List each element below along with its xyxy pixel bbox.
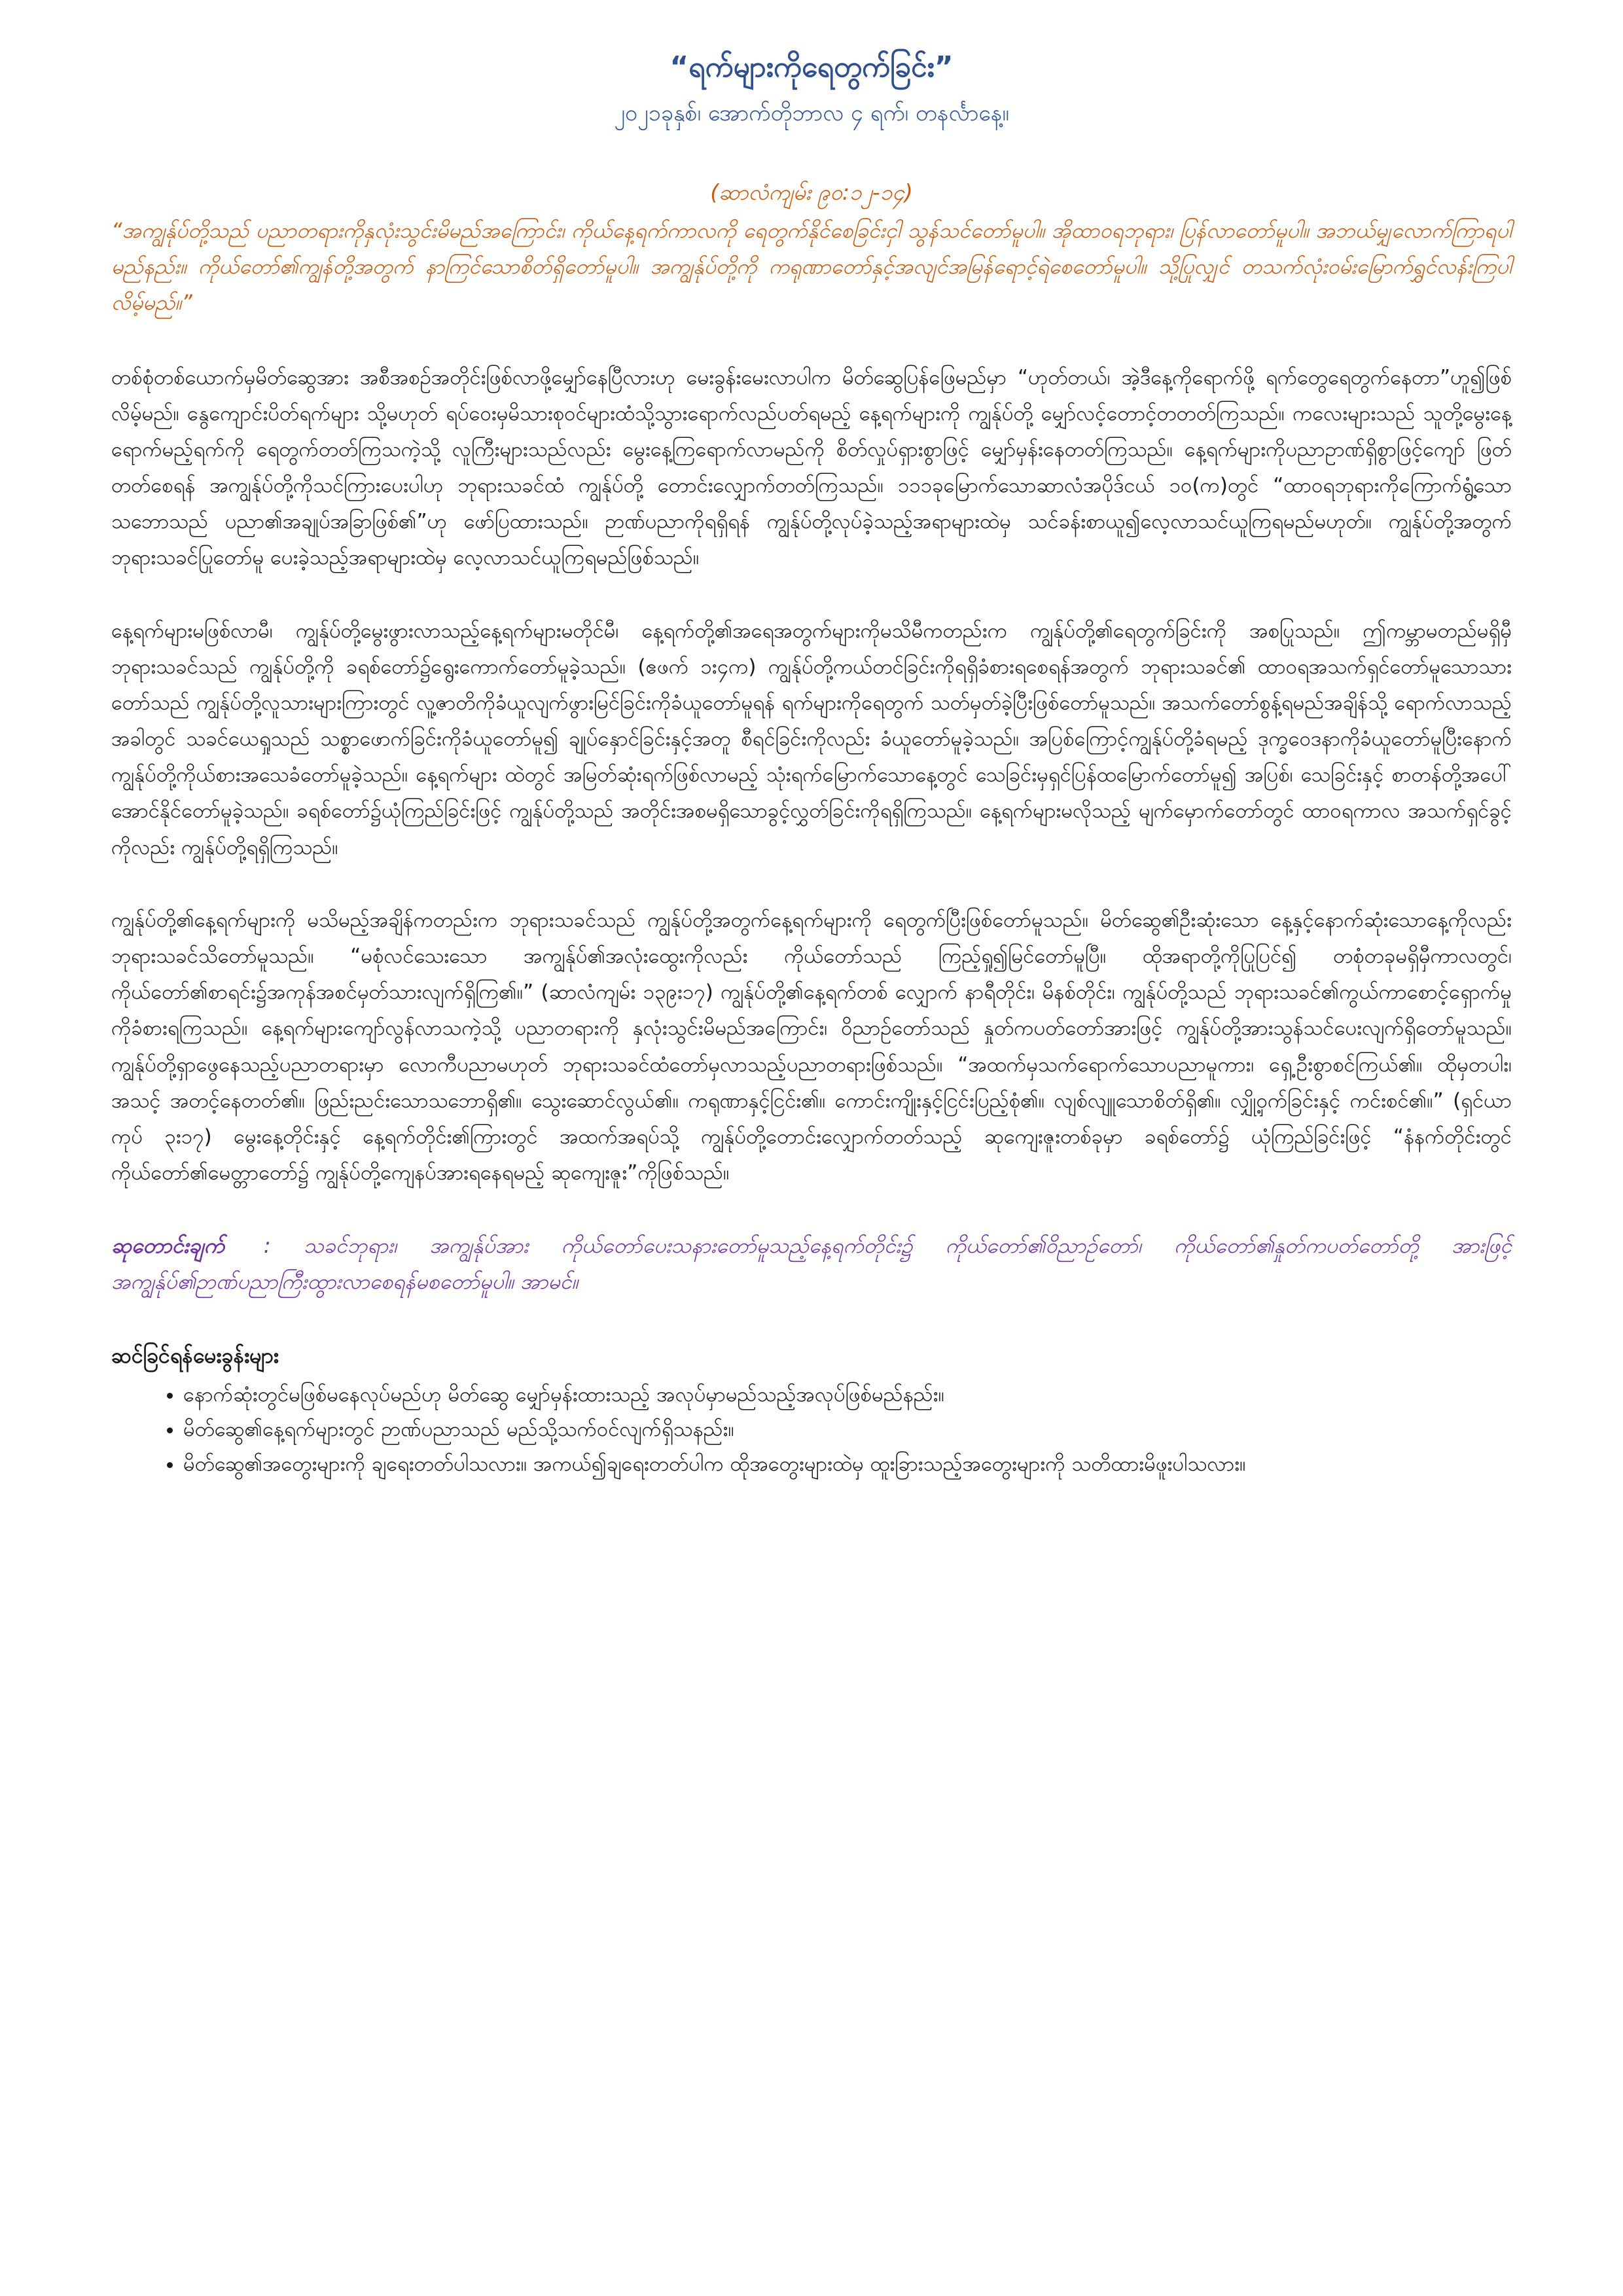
prayer-text: : သခင်ဘုရား၊ အကျွန်ုပ်အား ကိုယ်တော်ပေးသနားတော်မူသည့်နေ့ရက်တိုင်း၌ ကိုယ်တော်၏ဝိညာဉ်တော်၊ ကိုယ်တော်၏နှုတ်ကပတ်တော်တို့ အားဖြင့် အကျွန်ုပ်၏ဉာဏ်ပညာကြီးထွားလာစေရန်မစတော်မူပါ။ အာမင်။ xyxy=(111,1233,1512,1295)
body-paragraph-2: နေ့ရက်များမဖြစ်လာမီ၊ ကျွန်ုပ်တို့မွေးဖွားလာသည့်နေ့ရက်များမတိုင်မီ၊ နေ့ရက်တို့၏အရေအတွက်များကိုမသိမီကတည်းက ကျွန်ုပ်တို့၏ရေတွက်ခြင်းကို အစပြုသည်။ ဤကမ္ဘာမတည်မရှိမှီ ဘုရားသခင်သည် ကျွန်ုပ်တို့ကို ခရစ်တော်၌ရွေးကောက်တော်မူခဲ့သည်။ (ဧဖက် ၁း၄က) ကျွန်ုပ်တို့ကယ်တင်ခြင်းကိုရရှိခံစားရစေရန်အတွက် ဘုရားသခင်၏ ထာဝရအသက်ရှင်တော်မူသောသားတော်သည် ကျွန်ုပ်တို့လူသားများကြားတွင် လူ့ဇာတိကိုခံယူလျက်ဖွားမြင်ခြင်းကိုခံယူတော်မူရန် ရက်များကိုရေတွက် သတ်မှတ်ခဲ့ပြီးဖြစ်တော်မူသည်။ အသက်တော်စွန့်ရမည်အချိန်သို့ ရောက်လာသည့်အခါတွင် သခင်ယေရှုသည် သစ္စာဖောက်ခြင်းကိုခံယူတော်မူ၍ ချုပ်နှောင်ခြင်းနှင့်အတူ စီရင်ခြင်းကိုလည်း ခံယူတော်မူခဲ့သည်။ အပြစ်ကြောင့်ကျွန်ုပ်တို့ခံရမည့် ဒုက္ခဝေဒနာကိုခံယူတော်မူပြီးနောက် ကျွန်ုပ်တို့ကိုယ်စားအသေခံတော်မူခဲ့သည်။ နေ့ရက်များ ထဲတွင် အမြတ်ဆုံးရက်ဖြစ်လာမည့် သုံးရက်မြောက်သောနေ့တွင် သေခြင်းမှရှင်ပြန်ထမြောက်တော်မူ၍ အပြစ်၊ သေခြင်းနှင့် စာတန်တို့အပေါ်အောင်နိုင်တော်မူခဲ့သည်။ ခရစ်တော်၌ယုံကြည်ခြင်းဖြင့် ကျွန်ုပ်တို့သည် အတိုင်းအစမရှိသောခွင့်လွှတ်ခြင်းကိုရရှိကြသည်။ နေ့ရက်များမလိုသည့် မျက်မှောက်တော်တွင် ထာဝရကာလ အသက်ရှင်ခွင့်ကိုလည်း ကျွန်ုပ်တို့ရရှိကြသည်။ xyxy=(111,619,1512,859)
page-title: “ရက်များကိုရေတွက်ခြင်း” xyxy=(669,50,954,84)
devotional-page xyxy=(111,46,1512,1482)
scripture-quote: “အကျွန်ုပ်တို့သည် ပညာတရားကိုနှလုံးသွင်းမိမည်အကြောင်း၊ ကိုယ်နေ့ရက်ကာလကို ရေတွက်နိုင်စေခြင်းငှါ သွန်သင်တော်မူပါ။ အိုထာဝရဘုရား၊ ပြန်လာတော်မူပါ။ အဘယ်မျှလောက်ကြာရပါမည်နည်း။ ကိုယ်တော်၏ကျွန်တို့အတွက် နာကြင်သောစိတ်ရှိတော်မူပါ။ အကျွန်ုပ်တို့ကို ကရုဏာတော်နှင့်အလျင်အမြန်ရောင့်ရဲစေတော်မူပါ။ သို့ပြုလျှင် တသက်လုံးဝမ်းမြောက်ရွှင်လန်းကြပါလိမ့်မည်။” xyxy=(111,217,1512,315)
discussion-question: • မိတ်ဆွေ၏အတွေးများကို ချရေးတတ်ပါသလား။ အကယ်၍ချရေးတတ်ပါက ထိုအတွေးများထဲမှ ထူးခြားသည့်အတွေးများကို သတိထားမိဖူးပါသလား။ xyxy=(183,1447,1512,1482)
discussion-question: • မိတ်ဆွေ၏နေ့ရက်များတွင် ဉာဏ်ပညာသည် မည်သို့သက်ဝင်လျက်ရှိသနည်း။ xyxy=(183,1412,1512,1447)
discussion-question: • နောက်ဆုံးတွင်မဖြစ်မနေလုပ်မည်ဟု မိတ်ဆွေ မျှော်မှန်းထားသည့် အလုပ်မှာမည်သည့်အလုပ်ဖြစ်မည်နည်း။ xyxy=(183,1378,1512,1412)
body-paragraph-1: တစ်စုံတစ်ယောက်မှမိတ်ဆွေအား အစီအစဉ်အတိုင်းဖြစ်လာဖို့မျှော်နေပြီလားဟု မေးခွန်းမေးလာပါက မိတ်ဆွေပြန်ဖြေမည်မှာ “ဟုတ်တယ်၊ အဲ့ဒီနေ့ကိုရောက်ဖို့ ရက်တွေရေတွက်နေတာ”ဟူ၍ဖြစ်လိမ့်မည်။ နွေကျောင်းပိတ်ရက်များ သို့မဟုတ် ရပ်ဝေးမှမိသားစုဝင်များထံသို့သွားရောက်လည်ပတ်ရမည့် နေ့ရက်များကို ကျွန်ုပ်တို့ မျှော်လင့်တောင့်တတတ်ကြသည်။ ကလေးများသည် သူတို့မွေးနေ့ရောက်မည့်ရက်ကို ရေတွက်တတ်ကြသကဲ့သို့ လူကြီးများသည်လည်း မွေးနေ့ကြရောက်လာမည်ကို စိတ်လှုပ်ရှားစွာဖြင့် မျှော်မှန်းနေတတ်ကြသည်။ နေ့ရက်များကိုပညာဥာဏ်ရှိစွာဖြင့်ကျော် ဖြတ်တတ်စေရန် အကျွန်ုပ်တို့ကိုသင်ကြားပေးပါဟု ဘုရားသခင်ထံ ကျွန်ုပ်တို့ တောင်းလျှောက်တတ်ကြသည်။ ၁၁၁ခုမြောက်သောဆာလံအပိုဒ်ငယ် ၁၀(က)တွင် “ထာဝရဘုရားကိုကြောက်ရွံ့သောသဘောသည် ပညာ၏အချုပ်အခြာဖြစ်၏”ဟု ဖော်ပြထားသည်။ ဉာဏ်ပညာကိုရရှိရန် ကျွန်ုပ်တို့လုပ်ခဲ့သည့်အရာများထဲမှ သင်ခန်းစာယူ၍လေ့လာသင်ယူကြရမည်မဟုတ်။ ကျွန်ုပ်တို့အတွက် ဘုရားသခင်ပြုတော်မူ ပေးခဲ့သည့်အရာများထဲမှ လေ့လာသင်ယူကြရမည်ဖြစ်သည်။ xyxy=(111,365,1512,570)
body-paragraph-3: ကျွန်ုပ်တို့၏နေ့ရက်များကို မသိမည့်အချိန်ကတည်းက ဘုရားသခင်သည် ကျွန်ုပ်တို့အတွက်နေ့ရက်များကို ရေတွက်ပြီးဖြစ်တော်မူသည်။ မိတ်ဆွေ၏ဦးဆုံးသော နေ့နှင့်နောက်ဆုံးသောနေ့ကိုလည်း ဘုရားသခင်သိတော်မူသည်။ “မစုံလင်သေးသော အကျွန်ုပ်၏အလုံးထွေးကိုလည်း ကိုယ်တော်သည် ကြည့်ရှု၍မြင်တော်မူပြီ။ ထိုအရာတို့ကိုပြုပြင်၍ တစုံတခုမရှိမှီကာလတွင်၊ ကိုယ်တော်၏စာရင်း၌အကုန်အစင်မှတ်သားလျက်ရှိကြ၏။” (ဆာလံကျမ်း ၁၃၉း၁၇) ကျွန်ုပ်တို့၏နေ့ရက်တစ် လျှောက် နာရီတိုင်း၊ မိနစ်တိုင်း၊ ကျွန်ုပ်တို့သည် ဘုရားသခင်၏ကွယ်ကာစောင့်ရှောက်မှုကိုခံစားရကြသည်။ နေ့ရက်များကျော်လွန်လာသကဲ့သို့ ပညာတရားကို နှလုံးသွင်းမိမည်အကြောင်း၊ ဝိညာဉ်တော်သည် နှုတ်ကပတ်တော်အားဖြင့် ကျွန်ုပ်တို့အားသွန်သင်ပေးလျက်ရှိတော်မူသည်။ ကျွန်ုပ်တို့ရှာဖွေနေသည့်ပညာတရားမှာ လောကီပညာမဟုတ် ဘုရားသခင်ထံတော်မှလာသည့်ပညာတရားဖြစ်သည်။ “အထက်မှသက်ရောက်သောပညာမူကား၊ ရှေ့ဦးစွာစင်ကြယ်၏။ ထိုမှတပါး၊ အသင့် အတင့်နေတတ်၏။ ဖြည်းညင်းသောသဘောရှိ၏။ သွေးဆောင်လွယ်၏။ ကရုဏာနှင့်ငြင်း၏။ ကောင်းကျိုးနှင့်ငြင်းပြည့်စုံ၏။ လျစ်လျူသောစိတ်ရှိ၏။ လျှို့ဝှက်ခြင်းနှင့် ကင်းစင်၏။” (ရှင်ယာကုပ် ၃း၁၇) မွေးနေ့တိုင်းနှင့် နေ့ရက်တိုင်း၏ကြားတွင် အထက်အရပ်သို့ ကျွန်ုပ်တို့တောင်းလျှောက်တတ်သည့် ဆုကျေးဇူးတစ်ခုမှာ ခရစ်တော်၌ ယုံကြည်ခြင်းဖြင့် “နံနက်တိုင်းတွင် ကိုယ်တော်၏မေတ္တာတော်၌ ကျွန်ုပ်တို့ကျေနပ်အားရနေရမည့် ဆုကျေးဇူး”ကိုဖြစ်သည်။ xyxy=(111,908,1512,1185)
discussion-question-list xyxy=(111,1378,1512,1481)
prayer-label: ဆုတောင်းချက် xyxy=(111,1233,224,1259)
date-line: ၂၀၂၁ခုနှစ်၊ အောက်တိုဘာလ ၄ ရက်၊ တနင်္လာနေ့။ xyxy=(614,100,1009,126)
scripture-reference: (ဆာလံကျမ်း ၉၀:၁၂-၁၄) xyxy=(710,179,913,205)
prayer-block xyxy=(111,1228,1512,1300)
discussion-heading: ဆင်ခြင်ရန်မေးခွန်းများ xyxy=(111,1343,279,1369)
